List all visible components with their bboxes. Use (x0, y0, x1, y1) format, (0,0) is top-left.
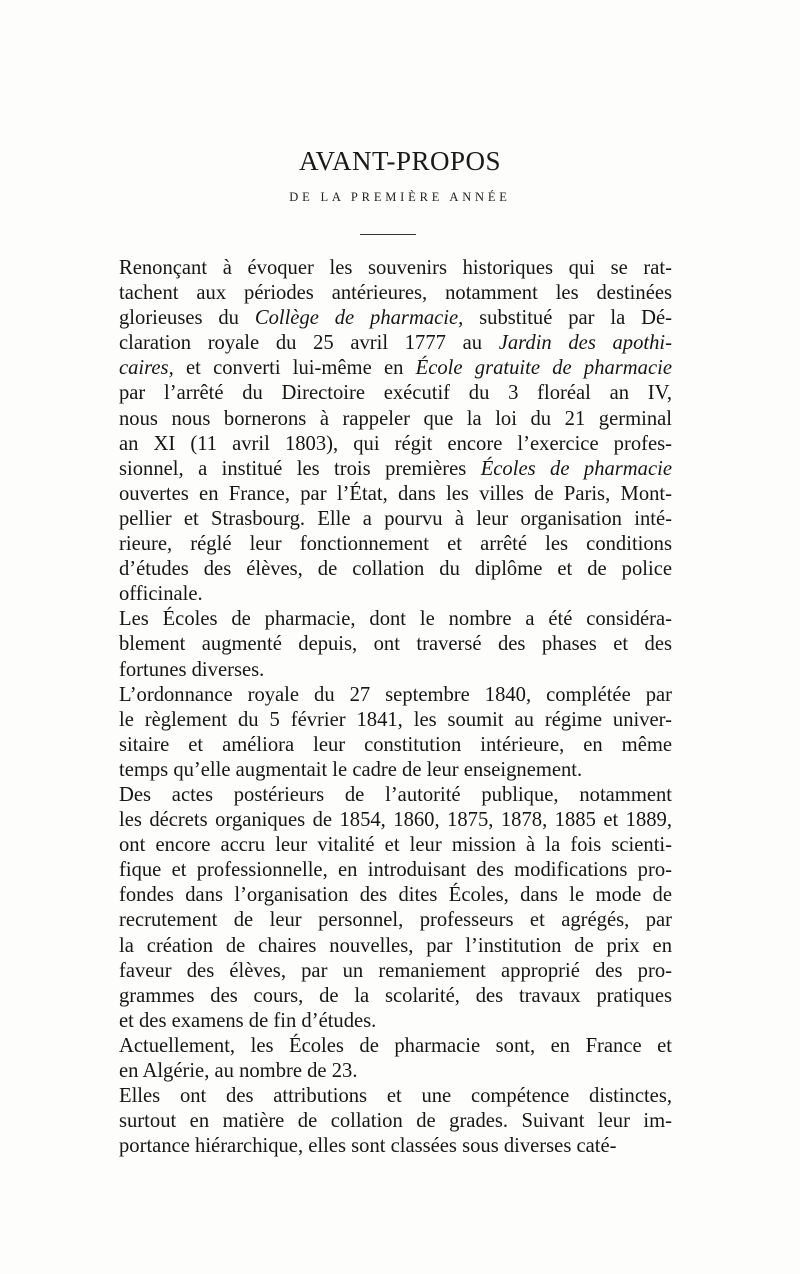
text-run: fondes dans l’organisation des dites Écoles, dans le mode de (119, 884, 672, 907)
page-title: AVANT-PROPOS (298, 146, 502, 176)
text-line (119, 934, 672, 959)
text-run: portance hiérarchique, elles sont classées sous diverses caté- (119, 1135, 617, 1158)
text-line (119, 432, 672, 457)
paragraph (119, 1084, 672, 1159)
text-run: L’ordonnance royale du 27 septembre 1840, complétée par (119, 683, 672, 706)
text-run: rieure, réglé leur fonctionnement et arrêté les conditions (119, 533, 672, 556)
text-line (119, 1059, 672, 1084)
text-run: sionnel, a institué les trois premières (119, 457, 481, 480)
text-run: claration royale du 25 avril 1777 au (119, 332, 499, 355)
text-run: fortunes diverses. (119, 658, 265, 681)
text-run: Les Écoles de pharmacie, dont le nombre a été considéra- (119, 608, 672, 631)
text-line (119, 1109, 672, 1134)
text-line (119, 381, 672, 406)
text-line (119, 356, 672, 381)
text-run: pellier et Strasbourg. Elle a pourvu à leur organisation inté- (119, 507, 672, 530)
text-run: tachent aux périodes antérieures, notamment les destinées (119, 282, 672, 305)
paragraph (119, 783, 672, 1034)
text-run: ont encore accru leur vitalité et leur mission à la fois scienti- (119, 834, 672, 857)
text-line (119, 281, 672, 306)
italic-text: Écoles de pharmacie (480, 457, 672, 480)
text-run: officinale. (119, 583, 203, 606)
text-line (119, 783, 672, 808)
text-line (119, 532, 672, 557)
text-line (119, 482, 672, 507)
text-run: glorieuses du (119, 307, 255, 330)
text-line (119, 256, 672, 281)
text-line (119, 1034, 672, 1059)
text-line (119, 658, 672, 683)
text-run: sitaire et améliora leur constitution intérieure, en même (119, 733, 672, 756)
text-run: et converti lui-même en (173, 357, 416, 380)
text-line (119, 683, 672, 708)
page-subtitle: DE LA PREMIÈRE ANNÉE (289, 190, 511, 204)
text-line (119, 908, 672, 933)
italic-text: Collège de pharmacie, (254, 307, 464, 330)
text-line (119, 632, 672, 657)
text-line (119, 883, 672, 908)
text-line (119, 833, 672, 858)
text-line (119, 457, 672, 482)
text-line (119, 808, 672, 833)
text-run: grammes des cours, de la scolarité, des travaux pratiques (119, 984, 672, 1007)
italic-text: Jardin des apothi- (498, 332, 672, 355)
text-run: ouvertes en France, par l’État, dans les villes de Paris, Mont- (119, 482, 672, 505)
text-line (119, 582, 672, 607)
paragraph (119, 683, 672, 783)
text-line (119, 984, 672, 1009)
text-line (119, 708, 672, 733)
text-line (119, 1009, 672, 1034)
text-line (119, 507, 672, 532)
text-line (119, 959, 672, 984)
text-run: recrutement de leur personnel, professeurs et agrégés, par (119, 909, 672, 932)
text-run: d’études des élèves, de collation du diplôme et de police (119, 558, 672, 581)
text-run: faveur des élèves, par un remaniement approprié des pro- (119, 959, 672, 982)
text-line (119, 607, 672, 632)
paragraph (119, 256, 672, 607)
text-run: Des actes postérieurs de l’autorité publique, notamment (119, 783, 672, 806)
text-line (119, 733, 672, 758)
paragraph (119, 607, 672, 682)
text-line (119, 331, 672, 356)
text-run: la création de chaires nouvelles, par l’institution de prix en (119, 934, 672, 957)
text-run: surtout en matière de collation de grades. Suivant leur im- (119, 1110, 672, 1133)
text-run: Elles ont des attributions et une compétence distinctes, (119, 1085, 672, 1108)
text-run: fique et professionnelle, en introduisant des modifications pro- (119, 859, 672, 882)
text-line (119, 557, 672, 582)
text-run: et des examens de fin d’études. (119, 1009, 377, 1032)
body-text (119, 256, 672, 1159)
text-run: le règlement du 5 février 1841, les soumit au régime univer- (119, 708, 672, 731)
text-run: nous nous bornerons à rappeler que la loi du 21 germinal (119, 407, 672, 430)
text-line (119, 858, 672, 883)
text-run: les décrets organiques de 1854, 1860, 1875, 1878, 1885 et 1889, (119, 809, 672, 832)
text-line (119, 758, 672, 783)
text-line (119, 1134, 672, 1159)
text-line (119, 1084, 672, 1109)
text-run: substitué par la Dé- (463, 307, 672, 330)
italic-text: École gratuite de pharmacie (415, 357, 672, 380)
italic-text: caires, (119, 357, 174, 380)
text-run: Actuellement, les Écoles de pharmacie sont, en France et (119, 1034, 672, 1057)
text-run: en Algérie, au nombre de 23. (119, 1060, 358, 1082)
title-divider (360, 234, 416, 235)
paragraph (119, 1034, 672, 1084)
text-run: temps qu’elle augmentait le cadre de leur enseignement. (119, 758, 583, 781)
text-run: Renonçant à évoquer les souvenirs historiques qui se rat- (119, 257, 672, 279)
text-run: an XI (11 avril 1803), qui régit encore l’exercice profes- (119, 432, 672, 455)
text-run: par l’arrêté du Directoire exécutif du 3 floréal an IV, (119, 382, 672, 405)
text-run: blement augmenté depuis, ont traversé des phases et des (119, 633, 672, 656)
text-line (119, 306, 672, 331)
text-line (119, 407, 672, 432)
